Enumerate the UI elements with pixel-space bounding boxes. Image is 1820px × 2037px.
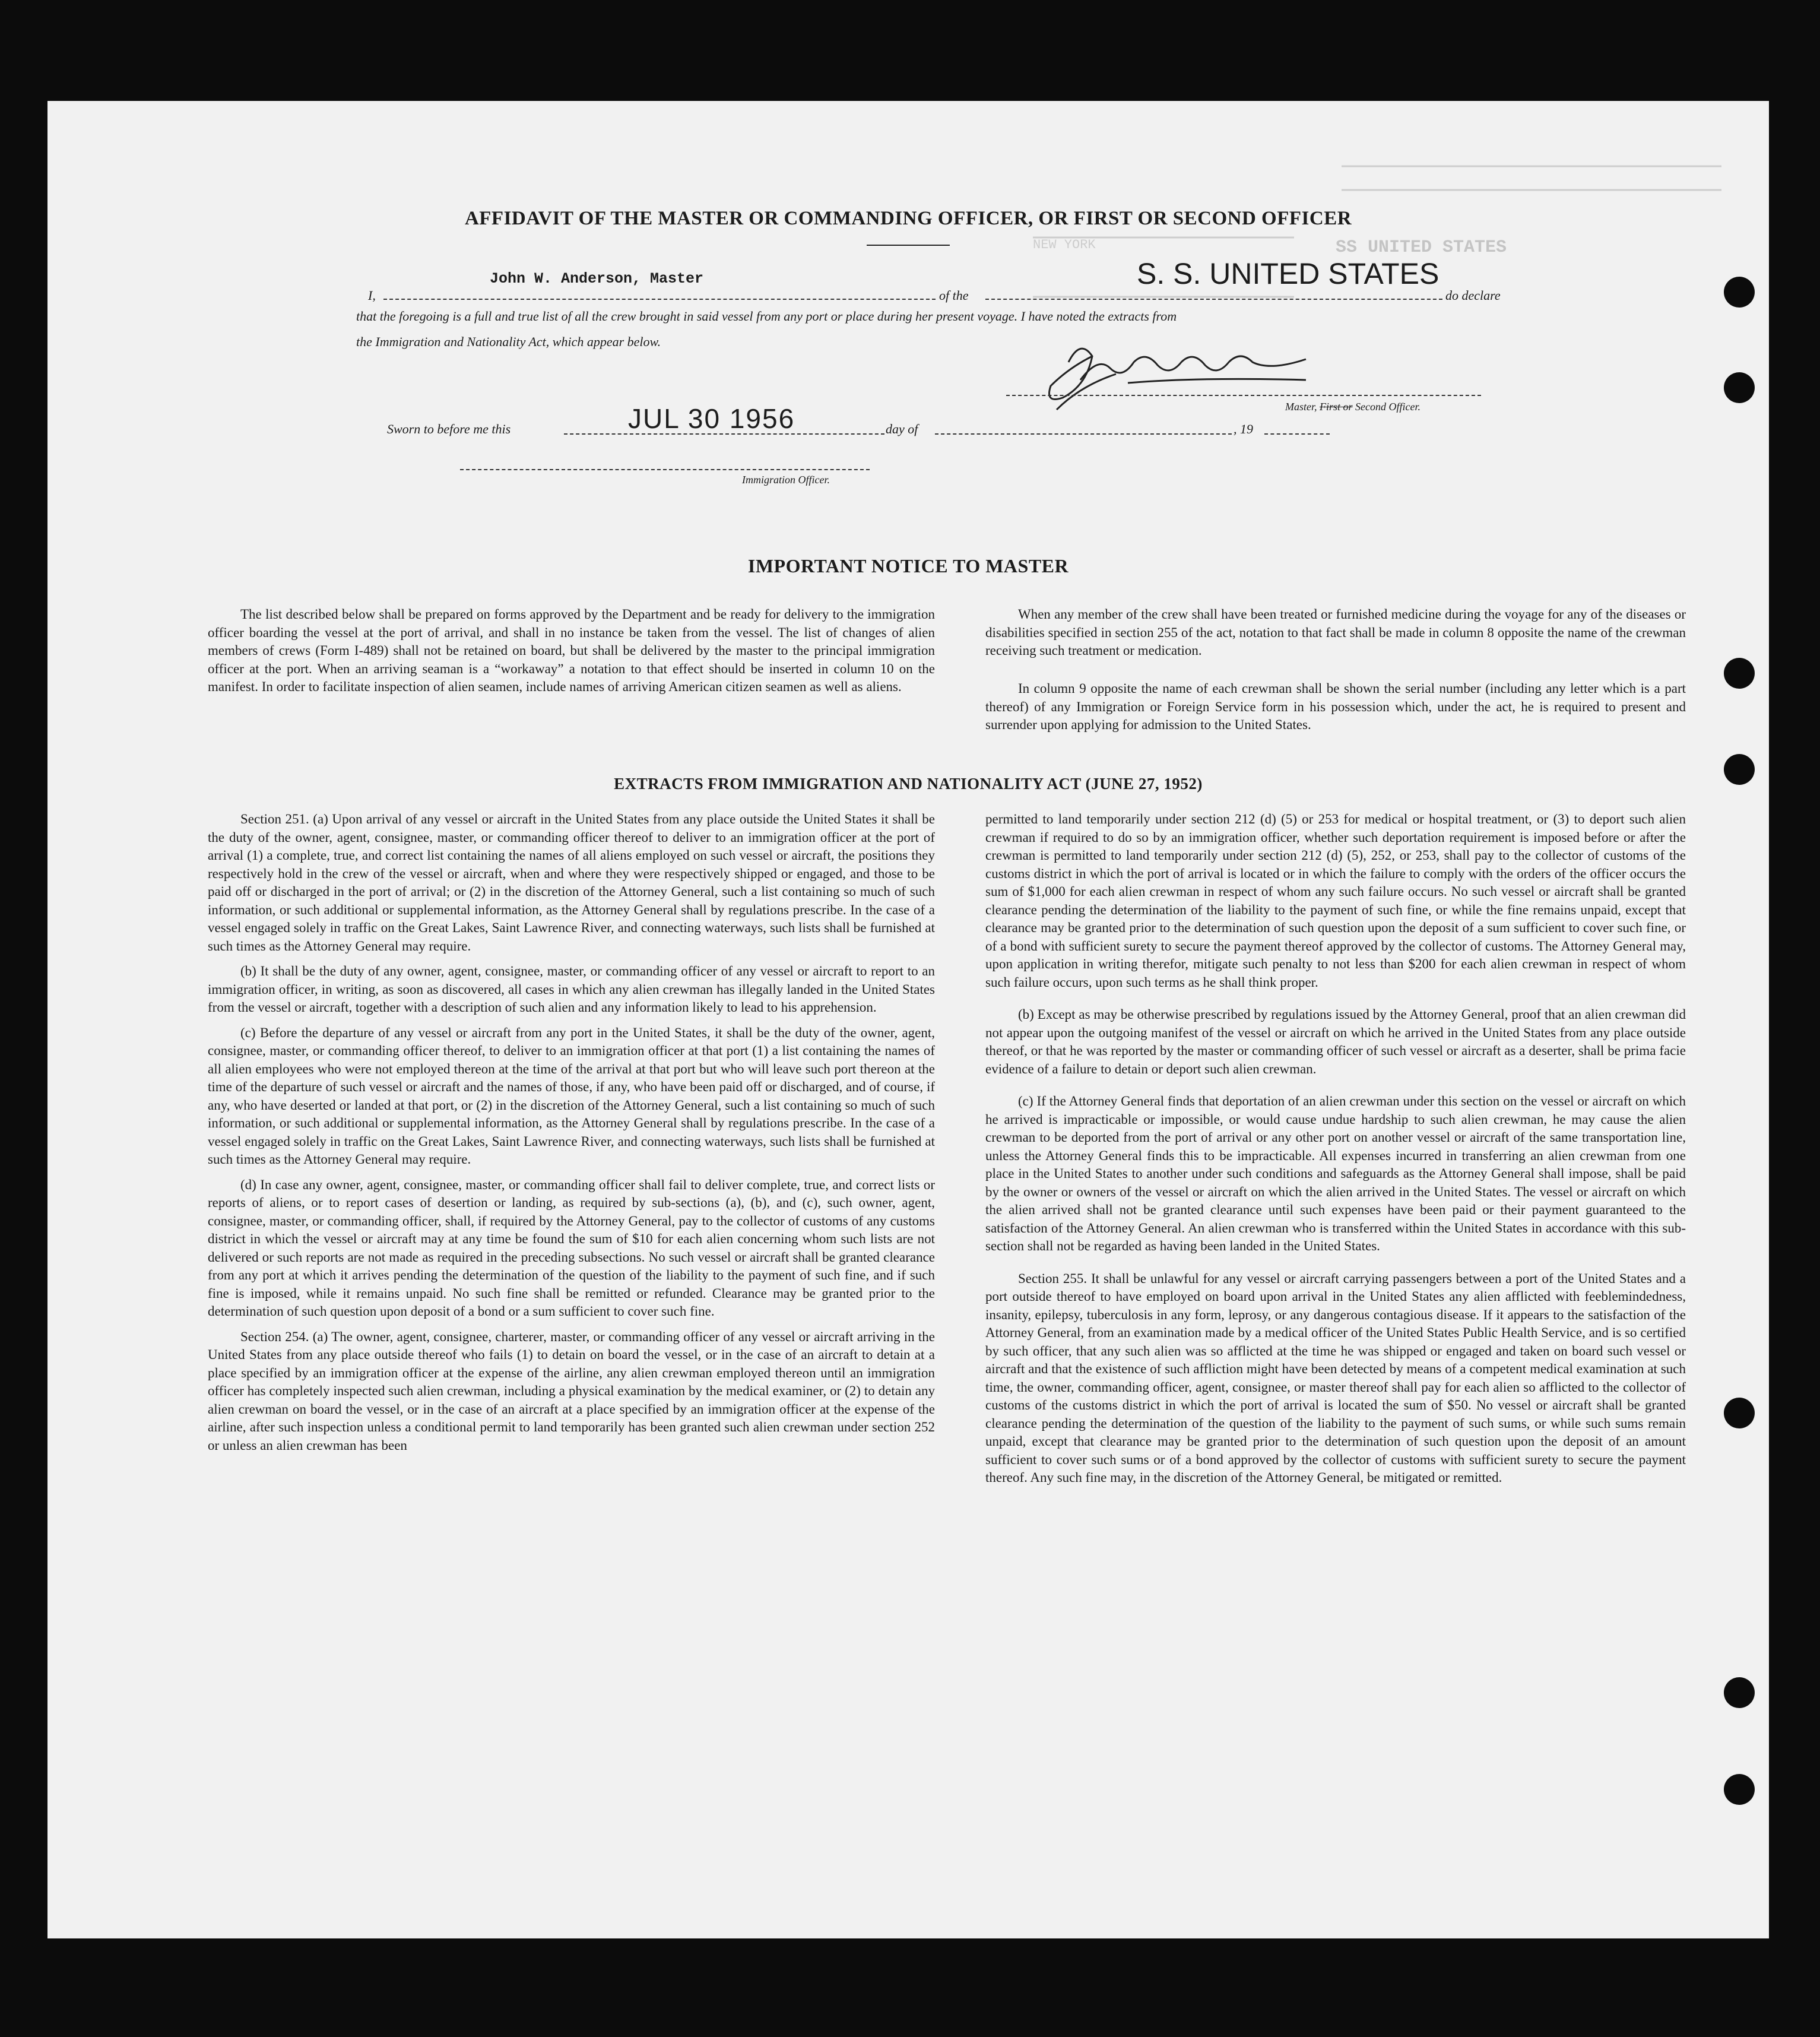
signature-line [1006, 395, 1481, 396]
signature-stroke [1057, 374, 1116, 410]
master-name: John W. Anderson, Master [490, 270, 704, 287]
extracts-right-column [985, 810, 1686, 1487]
punch-hole [1724, 1774, 1755, 1805]
signature-caption-struck: First or [1320, 401, 1353, 413]
notice-title: IMPORTANT NOTICE TO MASTER [747, 555, 1069, 576]
section-251-b: (b) It shall be the duty of any owner, agent, consignee, master, or commanding officer of any vessel or aircraft to report to an immigration officer, in writing, as soon as discovered, all cases in which any alien crewman has illegally landed in the United States from the vessel or aircraft, together with a description of such alien and any information likely to lead to his apprehension. [208, 964, 935, 1015]
declaration-line-1: that the foregoing is a full and true list of all the crew brought in said vessel from any port or place during her present voyage. I have noted the extracts from [356, 309, 1177, 324]
extracts-title: EXTRACTS FROM IMMIGRATION AND NATIONALITY ACT (JUNE 27, 1952) [614, 775, 1203, 793]
section-254-a: Section 254. (a) The owner, agent, consignee, charterer, master, or commanding officer of any vessel or aircraft arriving in the United States from any place outside thereof who fails (1) to detain on board the vessel, or in the case of an aircraft to detain at a place specified by an immigration officer at the expense of the airline, any alien crewman employed thereon until an immigration officer has completely inspected such alien crewman, including a physical examination by the medical examiner, or (2) to detain any alien crewman on board the vessel, or in the case of an aircraft at a place specified by an immigration officer at the expense of the airline, after such inspection unless a conditional permit to land temporarily has been granted such alien crewman under section 252 or unless an alien crewman has been [208, 1329, 935, 1453]
section-251-d: (d) In case any owner, agent, consignee, master, or commanding officer shall fail to deliver complete, true, and correct lists or reports of aliens, or to report cases of desertion or landing, as required by sub-sections (a), (b), and (c), such owner, agent, consignee, master, or commanding officer, shall, if required by the Attorney General, pay to the collector of customs of any customs district in which the vessel or aircraft may at any time be found the sum of $10 for each alien concerning whom such lists are not delivered or such reports are not made as required in the preceding subsections. No such vessel or aircraft shall be granted clearance from any port at which it arrives pending the determination of the question of the liability to the payment of such fine, and if such fine is imposed, while it remains unpaid. No such fine shall be remitted or refunded. Clearance may be granted prior to the determination of such question upon deposit of a bond or a sum sufficient to cover such fine. [208, 1177, 935, 1319]
affidavit-title: AFFIDAVIT OF THE MASTER OR COMMANDING OFFICER, OR FIRST OR SECOND OFFICER [464, 208, 1352, 229]
notice-right-paragraph-1: When any member of the crew shall have been treated or furnished medicine during the voyage for any of the diseases or disabilities specified in section 255 of the act, notation to that fact shall be made in column 8 opposite the name of the crewman receiving such treatment or medication. [985, 607, 1686, 658]
affidavit-do-declare: do declare [1445, 288, 1501, 303]
section-251-c: (c) Before the departure of any vessel or aircraft from any port in the United States, it shall be the duty of the owner, agent, consignee, master, or commanding officer thereof, to deliver to an immigration officer at that port (1) a list containing the names of all alien employees who were not employed thereon at the time of the arrival at that port but who will leave such port thereon at the time of the departure of such vessel or aircraft and the names of those, if any, who have been paid off or discharged, and of course, if any, who have deserted or landed at that port, or (2) in the discretion of the Attorney General, such a list containing so much of such information, or such additional or supplemental information, as the Attorney General shall by regulations prescribe. In the case of a vessel engaged solely in traffic on the Great Lakes, Saint Lawrence River, and connecting waterways, such lists shall be furnished at such times as the Attorney General may require. [208, 1025, 935, 1167]
notice-right-paragraph-2: In column 9 opposite the name of each crewman shall be shown the serial number (including any letter which is a part thereof) of any Immigration or Foreign Service form in his possession which, under the act, he is required to present and surrender upon applying for admission to the United States. [985, 681, 1686, 732]
vessel-name: S. S. UNITED STATES [1137, 257, 1439, 290]
section-255: Section 255. It shall be unlawful for any vessel or aircraft carrying passengers between a port of the United States and a port outside thereof to have employed on board upon arrival in the United States any alien afflicted with feeblemindedness, insanity, epilepsy, tuberculosis in any form, leprosy, or any dangerous contagious disease. If it appears to the satisfaction of the Attorney General, from an examination made by a medical officer of the United States Public Health Service, and is so certified by such officer, that any such alien was so afflicted at the time he was shipped or engaged and taken on board such vessel or aircraft and that the existence of such affliction might have been detected by means of a competent medical examination at such time, the owner, commanding officer, agent, consignee, or master thereof shall pay for each alien so afflicted to the collector of customs of the customs district in which the port of arrival is located the sum of $50. No vessel or aircraft shall be granted clearance pending the determination of the question of the liability to the payment of such sums, or while such sums remain unpaid, except that clearance may be granted prior to the determination of such question upon the deposit of an amount sufficient to cover such sums or of a bond approved by the collector of customs with sufficient surety to secure the payment thereof. Any such fine may, in the discretion of the Attorney General, be mitigated or remitted. [985, 1271, 1686, 1485]
punch-hole [1724, 754, 1755, 785]
title-rule [867, 245, 950, 246]
notice-left-paragraph: The list described below shall be prepared on forms approved by the Department and be ready for delivery to the immigration officer boarding the vessel at the port of arrival, and shall in no instance be taken from the vessel. The list of changes of alien members of crews (Form I-489) shall not be retained on board, but shall be delivered by the master to the principal immigration officer at the port. When an arriving seaman is a “workaway” a notation to that effect should be inserted in column 10 on the manifest. In order to facilitate inspection of alien seamen, include names of arriving American citizen seamen as well as aliens. [208, 607, 935, 694]
immigration-officer-line [460, 469, 870, 470]
signature-caption [1285, 401, 1421, 413]
officer-caption: Immigration Officer. [742, 474, 830, 486]
signature-stroke [1080, 356, 1306, 380]
day-of: day of [886, 422, 918, 436]
section-251-a: Section 251. (a) Upon arrival of any vessel or aircraft in the United States from any place outside the United States it shall be the duty of the owner, agent, consignee, master, or commanding officer thereof to deliver to an immigration officer at the port of arrival (1) a complete, true, and correct list containing the names of all aliens employed on such vessel or aircraft, the positions they respectively hold in the crew of the vessel or aircraft, when and where they were respectively shipped or engaged, and those to be paid off or discharged in the port of arrival; or (2) in the discretion of the Attorney General, such a list containing so much of such information, or such additional or supplemental information, as the Attorney General shall by regulations prescribe. In the case of a vessel engaged solely in traffic on the Great Lakes, Saint Lawrence River, and connecting waterways, such lists shall be furnished at such times as the Attorney General may require. [208, 812, 935, 953]
sworn-prefix: Sworn to before me this [387, 422, 511, 436]
month-line [935, 433, 1232, 435]
year-line [1264, 433, 1330, 435]
affidavit-i-prefix: I, [368, 288, 376, 303]
signature-drawing [1049, 349, 1307, 410]
year-prefix: , 19 [1234, 422, 1253, 436]
vessel-name-line [985, 299, 1442, 300]
master-name-line [383, 299, 936, 300]
punch-hole [1724, 1398, 1755, 1428]
affidavit-of-the: of the [939, 288, 969, 303]
document-page [47, 101, 1769, 1938]
punch-hole [1724, 658, 1755, 689]
declaration-line-2: the Immigration and Nationality Act, which appear below. [356, 334, 661, 349]
section-254-c: (c) If the Attorney General finds that deportation of an alien crewman under this section on the vessel or aircraft on which he arrived is impracticable or impossible, or would cause undue hardship to such alien crewman, he may cause the alien crewman to be deported from the port of arrival or any other port on another vessel or aircraft of the same transportation line, unless the Attorney General finds this to be impracticable. All expenses incurred in transferring an alien crewman from one place in the United States to another under such conditions and safeguards as the Attorney General shall impose, shall be paid by the owner or owners of the vessel or aircraft on which the alien arrived in the United States. The vessel or aircraft on which the alien arrived shall not be granted clearance until such expenses have been paid or their payment guaranteed to the satisfaction of the Attorney General. An alien crewman who is transferred within the United States in accordance with this sub-section shall not be regarded as having been landed in the United States. [985, 1094, 1686, 1253]
punch-hole [1724, 372, 1755, 403]
bleed-vessel: SS UNITED STATES [1336, 237, 1507, 258]
punch-hole [1724, 277, 1755, 308]
punch-hole [1724, 1677, 1755, 1708]
section-254-b: (b) Except as may be otherwise prescribed by regulations issued by the Attorney General, proof that an alien crewman did not appear upon the outgoing manifest of the vessel or aircraft on which he arrived in the United States from any place outside thereof, or that he was reported by the master or commanding officer of such vessel or aircraft as a deserter, shall be prima facie evidence of a failure to detain or deport such alien crewman. [985, 1007, 1686, 1076]
bleed-port: NEW YORK [1033, 237, 1096, 252]
signature-caption-suffix: Second Officer. [1355, 401, 1421, 413]
signature-caption-prefix: Master, [1285, 401, 1317, 413]
sworn-date-stamp: JUL 30 1956 [628, 403, 795, 434]
extracts-left-column [208, 810, 935, 1455]
signature-stroke [1128, 379, 1306, 383]
section-254-a-continued: permitted to land temporarily under section 212 (d) (5) or 253 for medical or hospital treatment, or (3) to deport such alien crewman if required to do so by an immigration officer, whether such deportation requirement is imposed before or after the crewman is permitted to land temporarily under section 212 (d) (5), 252, or 253, shall pay to the collector of customs of the customs district in which the port of arrival is located or in which the failure to comply with the orders of the officer occurs the sum of $1,000 for each alien crewman in respect of whom any such failure occurs. No such vessel or aircraft shall be granted clearance pending the determination of the liability to the payment of such fine, or while the fine remains unpaid, except that clearance may be granted prior to the determination of such question upon the deposit of a sum sufficient to cover such fine, or of a bond with sufficient surety to secure the payment thereof approved by the collector of customs. The Attorney General may, upon application in writing therefor, mitigate such penalty to not less than $200 for each alien crewman in respect of whom such failure occurs, upon such terms as he shall think proper. [985, 812, 1686, 990]
